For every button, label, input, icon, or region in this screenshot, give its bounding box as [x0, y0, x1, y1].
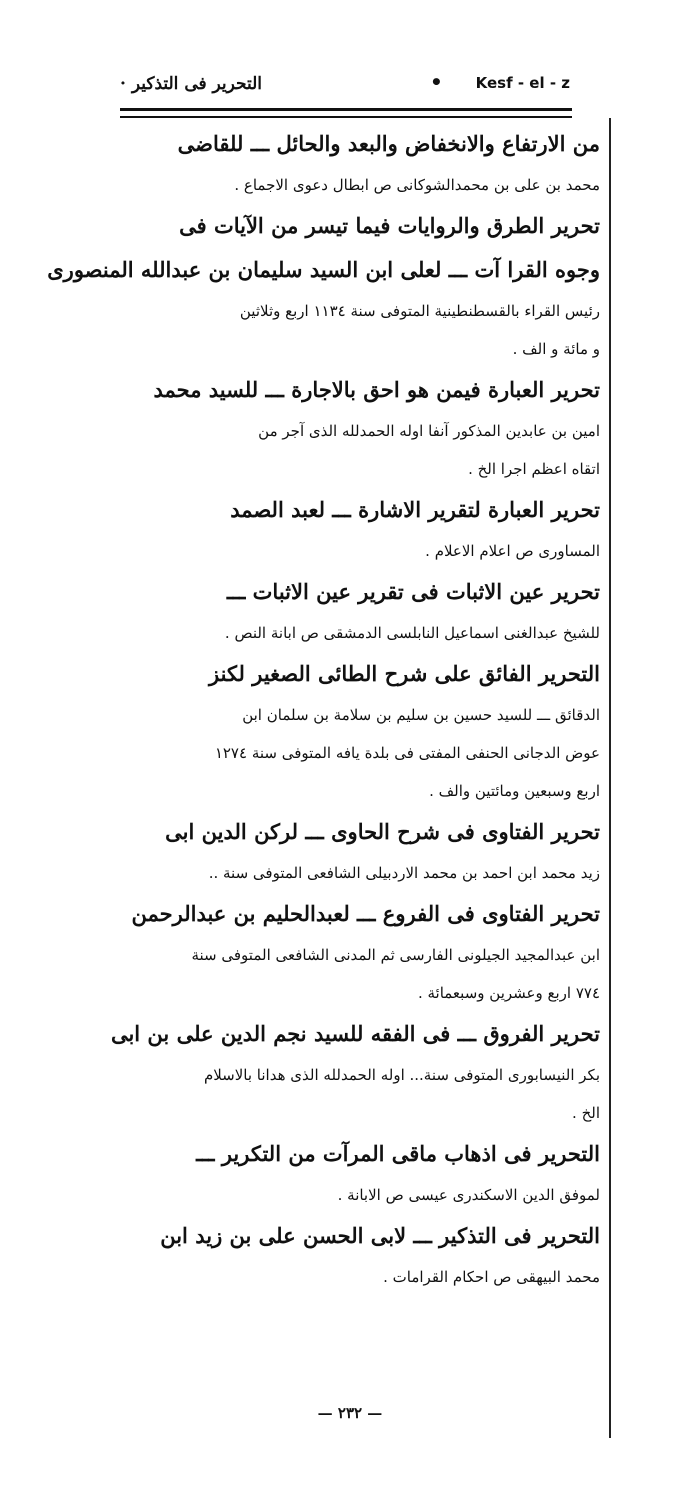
text-line: الخ . — [572, 1104, 600, 1122]
text-line: بكر النيسابورى المتوفى سنة... اوله الحمدلله الذى هدانا بالاسلام — [203, 1066, 600, 1084]
text-line: التحرير الفائق على شرح الطائى الصغير لكنز — [209, 661, 600, 686]
header-title: التحرير فى التذكير · — [120, 74, 263, 94]
text-line: تحرير الفروق ـــ فى الفقه للسيد نجم الدين على بن ابى — [110, 1021, 600, 1046]
text-line: الدقائق ـــ للسيد حسين بن سليم بن سلامة بن سلمان ابن — [242, 706, 600, 724]
text-line: تحرير عين الاثبات فى تقرير عين الاثبات ـــ — [226, 579, 600, 604]
text-line: لموفق الدين الاسكندرى عيسى ص الابانة . — [337, 1186, 600, 1204]
text-line: تحرير الفتاوى فى الفروع ـــ لعبدالحليم بن عبدالرحمن — [131, 901, 600, 926]
text-line: ابن عبدالمجيد الجيلونى الفارسى ثم المدنى الشافعى المتوفى سنة — [191, 946, 600, 964]
text-line: المساورى ص اعلام الاعلام . — [425, 542, 600, 560]
text-line: تحرير العبارة لتقرير الاشارة ـــ لعبد الصمد — [230, 497, 600, 522]
header-volume: Kesf - el - z — [475, 74, 570, 92]
text-line: و مائة و الف . — [512, 340, 600, 358]
page-number: — ٢٣٢ — — [317, 1404, 383, 1422]
text-line: محمد بن على بن محمدالشوكانى ص ابطال دعوى الاجماع . — [234, 176, 600, 194]
header-marker: • — [430, 70, 443, 94]
text-line: اتقاه اعظم اجرا الخ . — [468, 460, 600, 478]
text-line: رئيس القراء بالقسطنطينية المتوفى سنة ١١٣٤ اربع وثلاثين — [239, 302, 600, 320]
text-line: تحرير العبارة فيمن هو احق بالاجارة ـــ للسيد محمد — [153, 377, 600, 402]
header-rule-bottom — [120, 116, 572, 118]
body-text — [47, 122, 600, 1296]
margin-rule — [609, 118, 611, 1438]
header-rule-top — [120, 108, 572, 111]
text-line: التحرير فى اذهاب ماقى المرآت من التكرير ـــ — [196, 1141, 600, 1166]
text-line: زيد محمد ابن احمد بن محمد الاردبيلى الشافعى المتوفى سنة .. — [208, 864, 600, 882]
text-line: اربع وسبعين ومائتين والف . — [429, 782, 600, 800]
text-line: وجوه القرا آت ـــ لعلى ابن السيد سليمان بن عبدالله المنصورى — [47, 257, 600, 282]
text-line: امين بن عابدين المذكور آنفا اوله الحمدلله الذى آجر من — [258, 422, 600, 440]
text-line: عوض الدجانى الحنفى المفتى فى بلدة يافه المتوفى سنة ١٢٧٤ — [214, 744, 600, 762]
text-line: التحرير فى التذكير ـــ لابى الحسن على بن زيد ابن — [160, 1223, 600, 1248]
text-line: من الارتفاع والانخفاض والبعد والحائل ـــ للقاضى — [177, 131, 600, 156]
text-line: محمد البيهقى ص احكام القرامات . — [383, 1268, 600, 1286]
running-header — [120, 68, 570, 102]
text-line: تحرير الفتاوى فى شرح الحاوى ـــ لركن الدين ابى — [165, 819, 600, 844]
text-line: تحرير الطرق والروايات فيما تيسر من الآيات فى — [179, 213, 600, 238]
text-line: للشيخ عبدالغنى اسماعيل النابلسى الدمشقى ص ابانة النص . — [224, 624, 600, 642]
text-line: ٧٧٤ اربع وعشرين وسبعمائة . — [417, 984, 600, 1002]
